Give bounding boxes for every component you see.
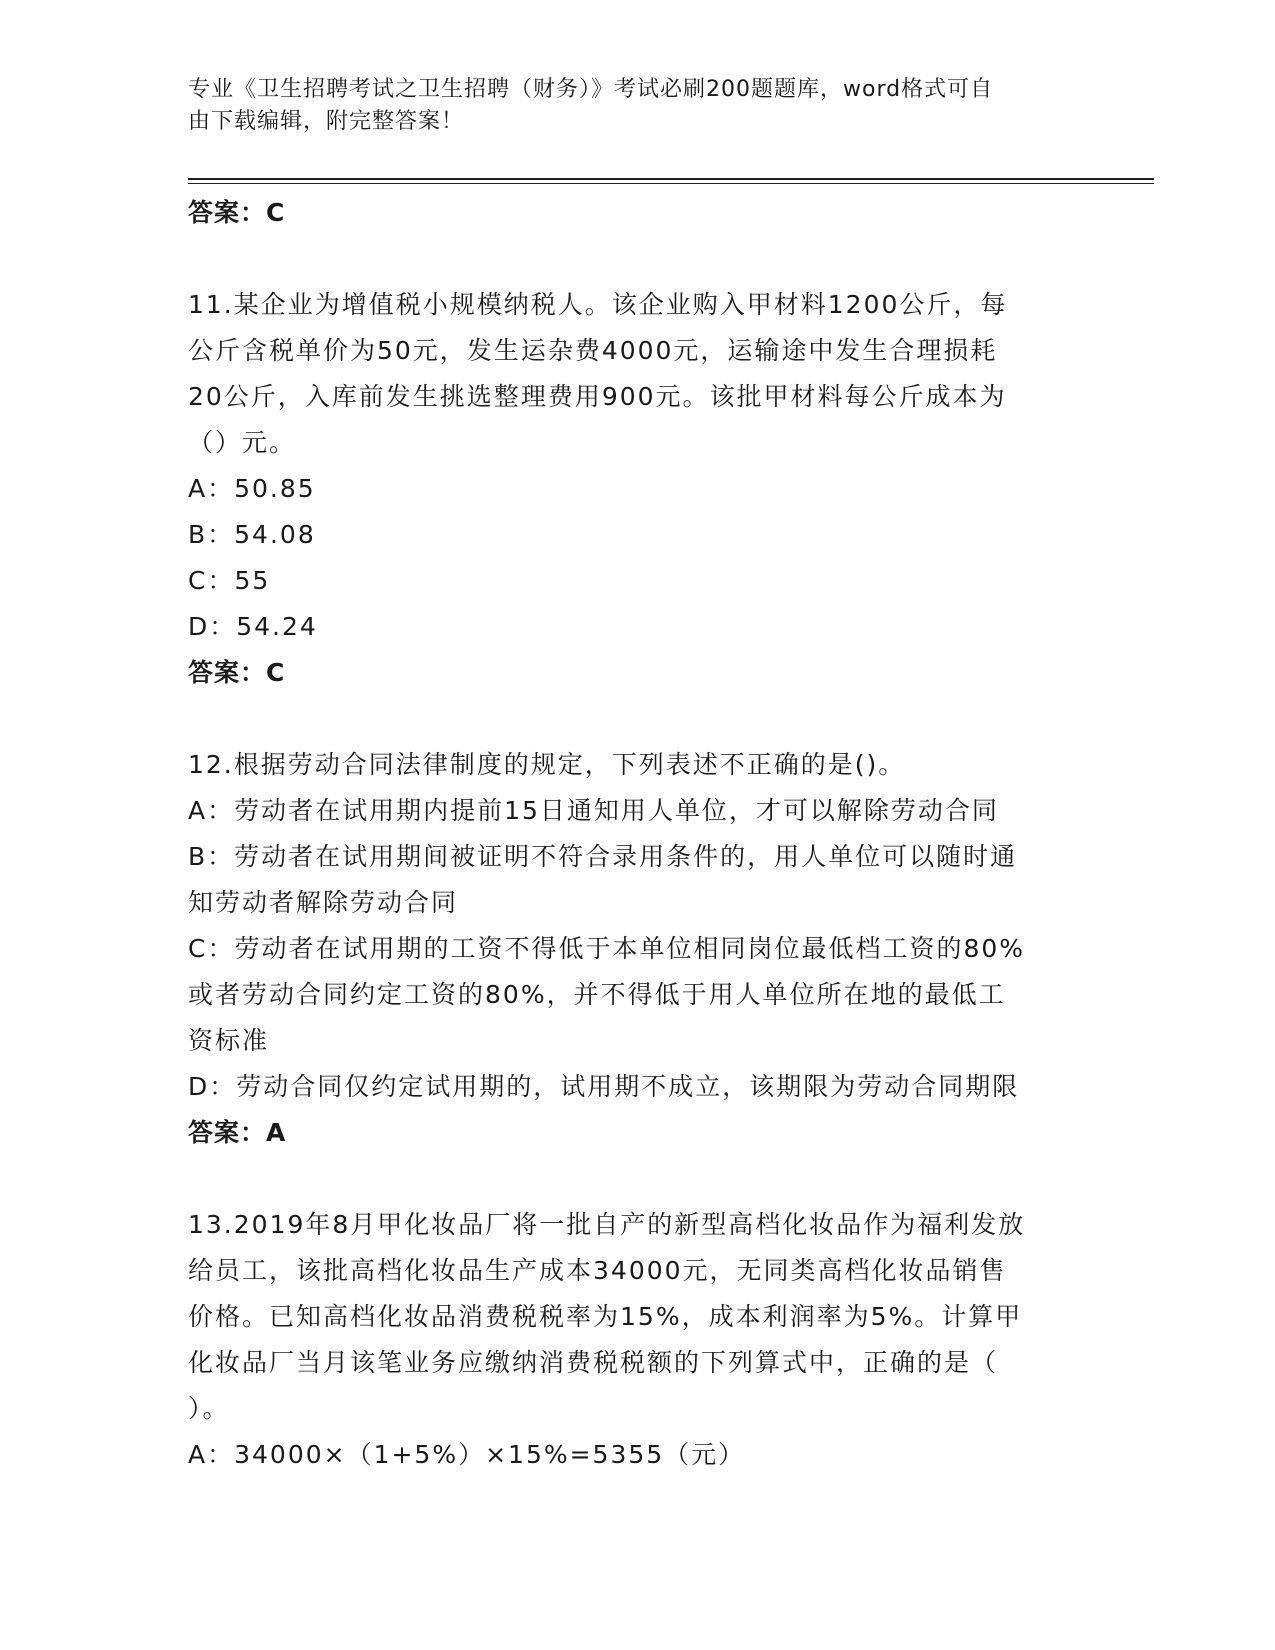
option-a: A：劳动者在试用期内提前15日通知用人单位，才可以解除劳动合同 bbox=[188, 796, 999, 825]
header-rule-thick bbox=[188, 178, 1154, 180]
question-stem-line: 化妆品厂当月该笔业务应缴纳消费税税额的下列算式中，正确的是（ bbox=[188, 1348, 999, 1377]
header-line-2: 由下载编辑，附完整答案！ bbox=[188, 109, 465, 134]
option-a: A：34000×（1+5%）×15%=5355（元） bbox=[188, 1440, 746, 1469]
spacer bbox=[188, 1156, 1088, 1202]
question-stem-line: 11.某企业为增值税小规模纳税人。该企业购入甲材料1200公斤，每 bbox=[188, 290, 1008, 319]
question-content bbox=[188, 190, 1088, 1478]
spacer bbox=[188, 696, 1088, 742]
header-rule-thin bbox=[188, 183, 1154, 184]
question-stem-line: 价格。已知高档化妆品消费税税率为15%，成本利润率为5%。计算甲 bbox=[188, 1302, 1023, 1331]
option-c-continued: 资标准 bbox=[188, 1026, 270, 1055]
question-block-11 bbox=[188, 282, 1088, 696]
question-stem-line: 公斤含税单价为50元，发生运杂费4000元，运输途中发生合理损耗 bbox=[188, 336, 998, 365]
option-b-continued: 知劳动者解除劳动合同 bbox=[188, 888, 459, 917]
question-stem-line: 20公斤，入库前发生挑选整理费用900元。该批甲材料每公斤成本为 bbox=[188, 382, 1007, 411]
answer-line: 答案：C bbox=[188, 658, 286, 687]
question-block-13 bbox=[188, 1202, 1088, 1478]
question-stem-line: 给员工，该批高档化妆品生产成本34000元，无同类高档化妆品销售 bbox=[188, 1256, 1007, 1285]
option-b: B：54.08 bbox=[188, 520, 316, 549]
option-c-continued: 或者劳动合同约定工资的80%，并不得低于用人单位所在地的最低工 bbox=[188, 980, 1006, 1009]
option-b: B：劳动者在试用期间被证明不符合录用条件的，用人单位可以随时通 bbox=[188, 842, 1018, 871]
option-c: C：55 bbox=[188, 566, 271, 595]
option-c: C：劳动者在试用期的工资不得低于本单位相同岗位最低档工资的80% bbox=[188, 934, 1026, 963]
option-d: D：劳动合同仅约定试用期的，试用期不成立，该期限为劳动合同期限 bbox=[188, 1072, 1020, 1101]
question-stem-line: 13.2019年8月甲化妆品厂将一批自产的新型高档化妆品作为福利发放 bbox=[188, 1210, 1026, 1239]
question-block-12 bbox=[188, 742, 1088, 1156]
option-a: A：50.85 bbox=[188, 474, 316, 503]
question-stem-line: 12.根据劳动合同法律制度的规定，下列表述不正确的是()。 bbox=[188, 750, 906, 779]
spacer bbox=[188, 236, 1088, 282]
option-d: D：54.24 bbox=[188, 612, 318, 641]
answer-line: 答案：A bbox=[188, 1118, 287, 1147]
question-stem-line: （）元。 bbox=[188, 428, 297, 457]
answer-line: 答案：C bbox=[188, 198, 286, 227]
document-header bbox=[188, 74, 1068, 138]
header-line-1: 专业《卫生招聘考试之卫生招聘（财务）》考试必刷200题题库，word格式可自 bbox=[188, 77, 994, 102]
question-stem-line: ）。 bbox=[188, 1394, 230, 1423]
